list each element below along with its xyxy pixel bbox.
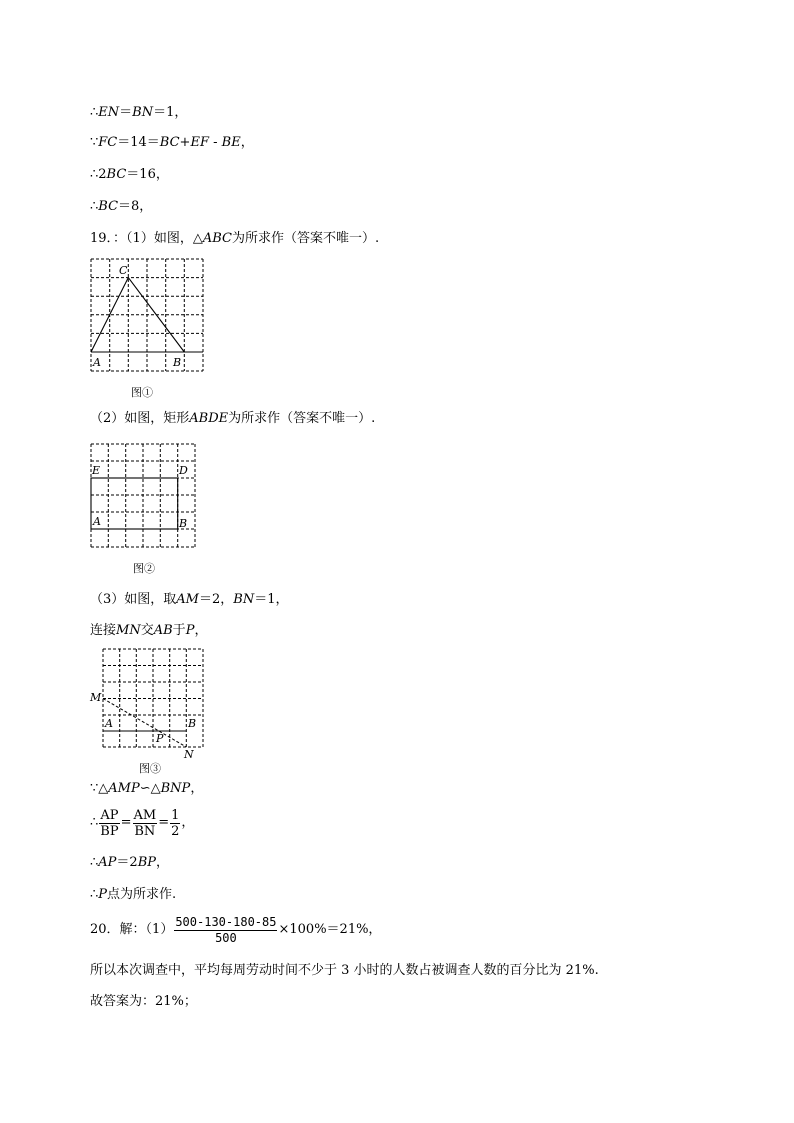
- line-en-bn: ∴EN＝BN＝1，: [90, 105, 188, 120]
- figure-1-grid: [88, 257, 208, 375]
- figure-3-caption: 图③: [139, 762, 161, 775]
- q19-part2: （2）如图，矩形ABDE为所求作（答案不唯一）.: [90, 411, 376, 426]
- fraction-ap-bp: $\frac{AP}{BP}$: [100, 807, 119, 839]
- line-mn: [103, 699, 186, 748]
- fraction-am-bn: $\frac{AM}{BN}$: [133, 807, 157, 839]
- q20-part1: 20．解：（1） $\frac{500-130-180-85}{500}$ ×100%＝21%，: [90, 914, 382, 945]
- figure-2-caption: 图②: [133, 562, 155, 575]
- line-fc: ∵FC＝14＝BC+EF - BE，: [90, 135, 254, 150]
- figure-1-caption: 图①: [131, 386, 153, 399]
- label-b2: B: [179, 517, 188, 530]
- label-b3: B: [188, 717, 197, 730]
- label-e: E: [92, 464, 101, 477]
- rectangle-abde: [91, 478, 178, 529]
- conclusion-p: ∴P点为所求作.: [90, 887, 177, 902]
- q19-intro: 19．：（1）如图，△ABC为所求作（答案不唯一）.: [90, 231, 380, 246]
- q20-sentence: 所以本次调查中，平均每周劳动时间不少于 3 小时的人数占被调查人数的百分比为 21%.: [90, 963, 599, 978]
- q20-answer: 故答案为：21%；: [90, 994, 197, 1009]
- label-c: C: [119, 264, 128, 277]
- line-2bc: ∴2BC＝16，: [90, 167, 169, 182]
- label-n: N: [184, 748, 194, 761]
- fraction-percentage: $\frac{500-130-180-85}{500}$: [175, 914, 277, 945]
- q19-part3-connect: 连接MN交AB于P，: [90, 623, 208, 638]
- figure-2-grid: [88, 441, 200, 552]
- ratio-line: ∴ $\frac{AP}{BP}$ = $\frac{AM}{BN}$ = $\frac{1}{2}$ ，: [90, 807, 195, 839]
- label-a2: A: [93, 515, 101, 528]
- label-d: D: [179, 464, 188, 477]
- similar-triangles: ∵△AMP∽△BNP，: [90, 781, 204, 796]
- ap-eq-2bp: ∴AP＝2BP，: [90, 855, 170, 870]
- label-a: A: [93, 356, 101, 369]
- fraction-one-half: $\frac{1}{2}$: [171, 807, 180, 839]
- label-a3: A: [105, 717, 113, 730]
- label-p: P: [156, 732, 164, 745]
- figure-3-grid: [86, 645, 211, 762]
- line-bc: ∴BC＝8，: [90, 199, 153, 214]
- label-m: M: [90, 691, 102, 704]
- label-b: B: [173, 356, 182, 369]
- q19-part3: （3）如图，取AM＝2，BN＝1，: [90, 592, 289, 607]
